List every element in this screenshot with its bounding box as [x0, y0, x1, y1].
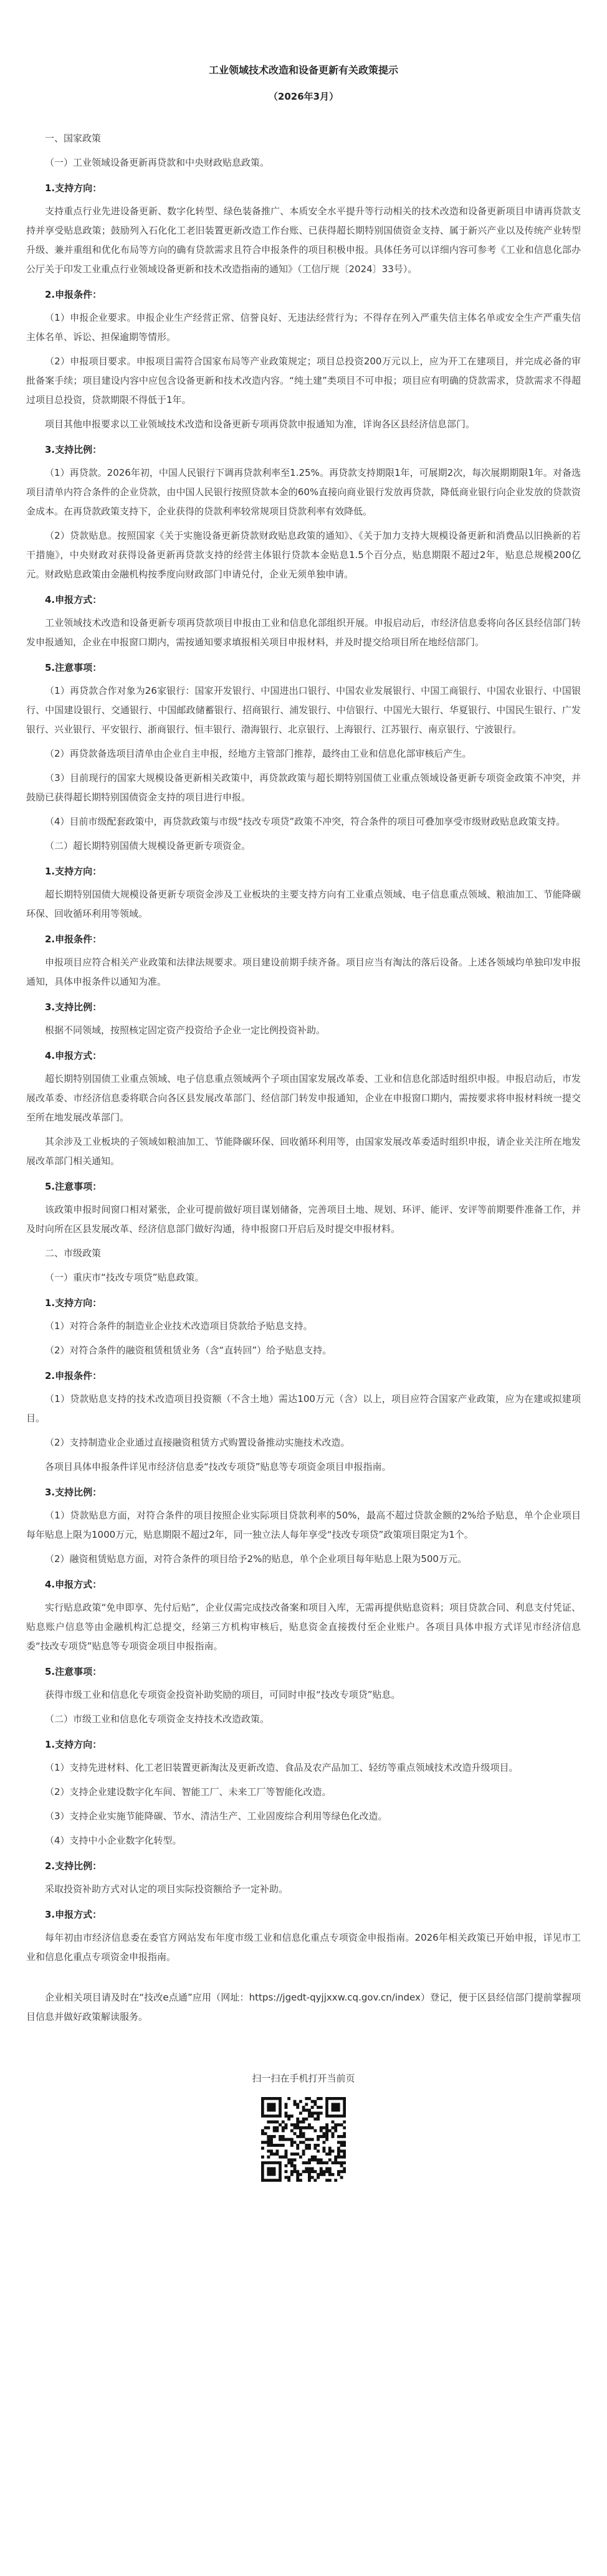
- subheading-application-method: 4.申报方式：: [45, 594, 102, 605]
- paragraph: 获得市级工业和信息化专项资金投资补助奖励的项目，可同时申报“技改专项贷”贴息。: [45, 1689, 401, 1700]
- paragraph: 每年初由市经济信息委在委官方网站发布年度市级工业和信息化重点专项资金申报指南。2026年相关政策已开始申报，详见市工业和信息化重点专项资金申报指南。: [26, 1932, 581, 1963]
- list-item: （2）支持制造业企业通过直接融资租赁方式购置设备推动实施技术改造。: [45, 1437, 350, 1448]
- paragraph: 超长期特别国债大规模设备更新专项资金涉及工业板块的主要支持方向有工业重点领域、电子信息重点领域、粮油加工、节能降碳环保、回收循环利用等领域。: [26, 889, 581, 919]
- paragraph: 超长期特别国债工业重点领域、电子信息重点领域两个子项由国家发展改革委、工业和信息化部适时组织申报。申报启动后，市发展改革委、市经济信息委将联合向各区县发展改革部门、经信部门转发申报通知，企业在申报窗口期内，需按要求将申报材料统一提交至所在地发展改革部门。: [26, 1073, 581, 1123]
- document-subtitle: （2026年3月）: [268, 91, 339, 102]
- list-item: （1）对符合条件的制造业企业技术改造项目贷款给予贴息支持。: [45, 1320, 313, 1332]
- list-item: （4）支持中小企业数字化转型。: [45, 1835, 182, 1846]
- policy-heading-national-1: （一）工业领域设备更新再贷款和中央财政贴息政策。: [45, 157, 270, 168]
- section-heading-national: 一、国家政策: [45, 133, 102, 144]
- subheading-notes: 5.注意事项：: [45, 662, 102, 673]
- document-title: 工业领域技术改造和设备更新有关政策提示: [208, 64, 398, 76]
- subheading-application-method: 4.申报方式：: [45, 1050, 102, 1061]
- list-item: （3）支持企业实施节能降碳、节水、清洁生产、工业固废综合利用等绿色化改造。: [45, 1811, 388, 1822]
- document-body: [26, 129, 581, 2027]
- subheading-support-direction: 1.支持方向：: [45, 866, 102, 877]
- policy-heading-national-2: （二）超长期特别国债大规模设备更新专项资金。: [45, 840, 251, 851]
- subheading-support-direction: 1.支持方向：: [45, 1739, 102, 1750]
- list-item: （2）贷款贴息。按照国家《关于实施设备更新贷款财政贴息政策的通知》、《关于加力支持大规模设备更新和消费品以旧换新的若干措施》，中央财政对获得设备更新再贷款支持的经营主体银行贷款本金贴息1.5个百分点，贴息期限不超过2年，贴息总规模200亿元。财政贴息政策由金融机构按季度向财政部门申请兑付，企业无须单独申请。: [26, 530, 581, 580]
- qr-code-icon[interactable]: [261, 2097, 346, 2182]
- paragraph: 支持重点行业先进设备更新、数字化转型、绿色装备推广、本质安全水平提升等行动相关的技术改造和设备更新项目申请再贷款支持并享受贴息政策；鼓励列入石化化工老旧装置更新改造工作台账、已获得超长期特别国债资金支持、属于新兴产业以及传统产业转型升级、兼并重组和优化布局等方向的确有贷款需求且符合申报条件的项目积极申报。具体任务可以详细内容可参考《工业和信息化部办公厅关于印发工业重点行业领域设备更新和技术改造指南的通知》（工信厅规〔2024〕33号）。: [26, 206, 581, 275]
- subheading-notes: 5.注意事项：: [45, 1181, 102, 1192]
- subheading-support-direction: 1.支持方向：: [45, 182, 102, 194]
- paragraph: 根据不同领域，按照核定固定资产投资给予企业一定比例投资补助。: [45, 1025, 326, 1036]
- paragraph: 采取投资补助方式对认定的项目实际投资额给予一定补助。: [45, 1883, 289, 1895]
- policy-heading-municipal-2: （二）市级工业和信息化专项资金支持技术改造政策。: [45, 1713, 270, 1725]
- policy-heading-municipal-1: （一）重庆市“技改专项贷”贴息政策。: [45, 1272, 204, 1283]
- paragraph: 其余涉及工业板块的子领域如粮油加工、节能降碳环保、回收循环利用等，由国家发展改革委适时组织申报，请企业关注所在地发展改革部门相关通知。: [26, 1136, 581, 1167]
- subheading-application-method: 3.申报方式：: [45, 1909, 102, 1920]
- list-item: （2）申报项目要求。申报项目需符合国家布局等产业政策规定；项目总投资200万元以上，应为开工在建项目，并完成必备的审批备案手续；项目建设内容中应包含设备更新和技术改造内容。“纯土建”类项目不可申报；项目应有明确的贷款需求，贷款需求不得超过项目总投资，贷款期限不得低于1年。: [26, 356, 581, 405]
- list-item: （1）贷款贴息支持的技术改造项目投资额（不含土地）需达100万元（含）以上，项目应符合国家产业政策，应为在建或拟建项目。: [26, 1393, 581, 1424]
- list-item: （4）目前市级配套政策中，再贷款政策与市级“技改专项贷”政策不冲突，符合条件的项目可叠加享受市级财政贴息政策支持。: [45, 816, 566, 827]
- subheading-support-direction: 1.支持方向：: [45, 1297, 102, 1309]
- list-item: （1）贷款贴息方面，对符合条件的项目按照企业实际项目贷款利率的50%，最高不超过贷款金额的2%给予贴息，单个企业项目每年贴息上限为1000万元，贴息期限不超过2年，同一独立法人每年享受“技改专项贷”政策项目限定为1个。: [26, 1510, 581, 1540]
- paragraph: 实行贴息政策“免申即享、先付后贴”，企业仅需完成技改备案和项目入库，无需再提供贴息资料；项目贷款合同、利息支付凭证、贴息账户信息等由金融机构汇总提交，经第三方机构审核后，贴息资金直接拨付至企业账户。各项目具体申报方式详见市经济信息委“技改专项贷”贴息等专项资金项目申报指南。: [26, 1602, 581, 1652]
- paragraph: 申报项目应符合相关产业政策和法律法规要求。项目建设前期手续齐备。项目应当有淘汰的落后设备。上述各领域均单独印发申报通知，具体申报条件以通知为准。: [26, 957, 581, 987]
- subheading-notes: 5.注意事项：: [45, 1666, 102, 1677]
- qr-code-graphic: [261, 2097, 346, 2182]
- list-item: （1）再贷款合作对象为26家银行：国家开发银行、中国进出口银行、中国农业发展银行、中国工商银行、中国农业银行、中国银行、中国建设银行、交通银行、中国邮政储蓄银行、招商银行、浦发银行、中信银行、中国光大银行、华夏银行、中国民生银行、广发银行、兴业银行、平安银行、浙商银行、恒丰银行、渤海银行、北京银行、上海银行、江苏银行、南京银行、宁波银行。: [26, 685, 581, 735]
- list-item: （1）申报企业要求。申报企业生产经营正常、信誉良好、无违法经营行为；不得存在列入严重失信主体名单或安全生产严重失信主体名单、诉讼、担保逾期等情形。: [26, 312, 581, 343]
- section-heading-municipal: 二、市级政策: [45, 1248, 102, 1259]
- paragraph: 项目其他申报要求以工业领域技术改造和设备更新专项再贷款申报通知为准，详询各区县经济信息部门。: [45, 419, 476, 430]
- list-item: （2）支持企业建设数字化车间、智能工厂、未来工厂等智能化改造。: [45, 1786, 332, 1797]
- subheading-support-ratio: 3.支持比例：: [45, 1002, 102, 1013]
- paragraph: 该政策申报时间窗口相对紧张，企业可提前做好项目谋划储备，完善项目土地、规划、环评、能评、安评等前期要件准备工作，并及时向所在区县发展改革、经济信息部门做好沟通，待申报窗口开启后及时提交申报材料。: [26, 1204, 581, 1234]
- list-item: （2）再贷款备选项目清单由企业自主申报，经地方主管部门推荐，最终由工业和信息化部审核后产生。: [45, 748, 472, 759]
- subheading-support-ratio: 2.支持比例：: [45, 1860, 102, 1872]
- footer-note: 企业相关项目请及时在“技改e点通”应用（网址：https://jgedt-qyjjxxw.cq.gov.cn/index）登记，便于区县经信部门提前掌握项目信息并做好政策解读服务。: [26, 1992, 581, 2022]
- paragraph: 各项目具体申报条件详见市经济信息委“技改专项贷”贴息等专项资金项目申报指南。: [45, 1461, 391, 1472]
- list-item: （1）支持先进材料、化工老旧装置更新淘汰及更新改造、食品及农产品加工、轻纺等重点领域技术改造升级项目。: [45, 1762, 519, 1773]
- subheading-support-ratio: 3.支持比例：: [45, 444, 102, 455]
- subheading-application-conditions: 2.申报条件：: [45, 289, 102, 300]
- paragraph: 工业领域技术改造和设备更新专项再贷款项目申报由工业和信息化部组织开展。申报启动后，市经济信息委将向各区县经信部门转发申报通知，企业在申报窗口期内，需按通知要求填报相关项目申报材料，并及时提交给项目所在地经信部门。: [26, 617, 581, 648]
- subheading-application-method: 4.申报方式：: [45, 1579, 102, 1590]
- subheading-support-ratio: 3.支持比例：: [45, 1487, 102, 1498]
- scan-label: 扫一扫在手机打开当前页: [252, 2073, 355, 2084]
- list-item: （1）再贷款。2026年初，中国人民银行下调再贷款利率至1.25%。再贷款支持期限1年，可展期2次，每次展期期限1年。对备选项目清单内符合条件的企业贷款，由中国人民银行按照贷款本金的60%直接向商业银行发放再贷款，降低商业银行向企业发放的贷款资金成本。在再贷款政策支持下，企业获得的贷款利率较常规项目贷款利率有效降低。: [26, 467, 581, 517]
- subheading-application-conditions: 2.申报条件：: [45, 1370, 102, 1381]
- list-item: （3）目前现行的国家大规模设备更新相关政策中，再贷款政策与超长期特别国债工业重点领域设备更新专项资金政策不冲突，并鼓励已获得超长期特别国债资金支持的项目进行申报。: [26, 772, 581, 803]
- list-item: （2）对符合条件的融资租赁租赁业务（含“直转回”）给予贴息支持。: [45, 1345, 332, 1356]
- subheading-application-conditions: 2.申报条件：: [45, 934, 102, 945]
- list-item: （2）融资租赁贴息方面，对符合条件的项目给予2%的贴息，单个企业项目每年贴息上限为500万元。: [45, 1553, 467, 1565]
